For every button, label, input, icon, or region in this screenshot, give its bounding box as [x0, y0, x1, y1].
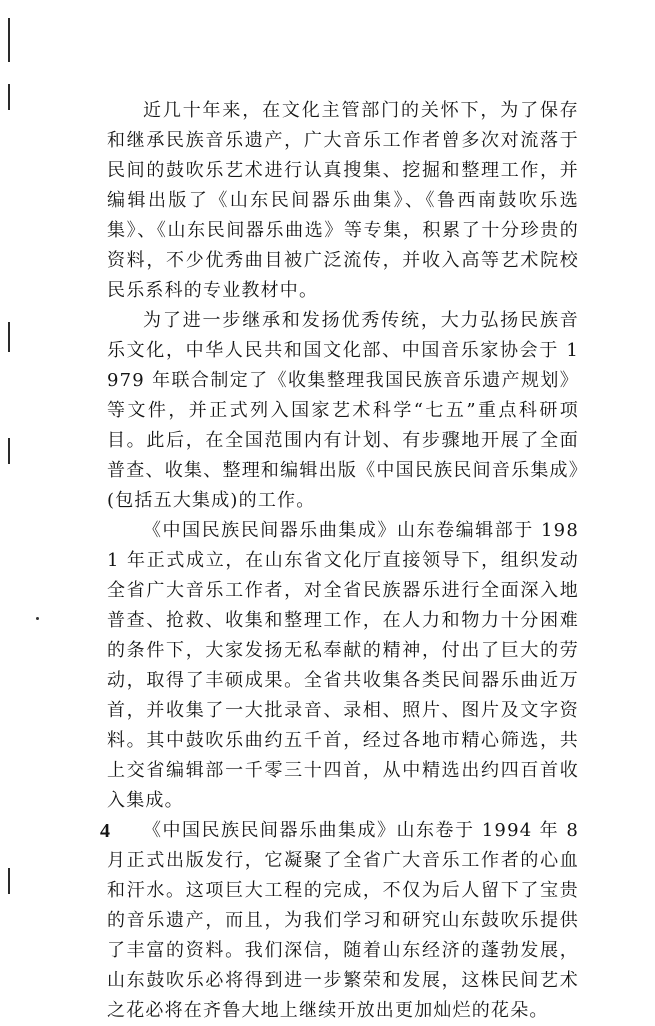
- paragraph: 《中国民族民间器乐曲集成》山东卷于 1994 年 8 月正式出版发行，它凝聚了全省广大音乐工作者的心血和汗水。这项巨大工程的完成，不仅为后人留下了宝贵的音乐遗产，而且，为我们学习和研究山东鼓吹乐提供了丰富的资料。我们深信，随着山东经济的蓬勃发展，山东鼓吹乐必将得到进一步繁荣和发展，这株民间艺术之花必将在齐鲁大地上继续开放出更加灿烂的花朵。: [107, 820, 579, 1021]
- scan-margin-mark: [8, 438, 10, 464]
- paragraph: 近几十年来，在文化主管部门的关怀下，为了保存和继承民族音乐遗产，广大音乐工作者曾多次对流落于民间的鼓吹乐艺术进行认真搜集、挖掘和整理工作，并编辑出版了《山东民间器乐曲集》、《鲁西南鼓吹乐选集》、《山东民间器乐曲选》等专集，积累了十分珍贵的资料，不少优秀曲目被广泛流传，并收入高等艺术院校民乐系科的专业教材中。: [107, 100, 579, 301]
- page-number: 4: [100, 820, 110, 842]
- scan-margin-mark: [8, 84, 10, 110]
- paragraph: 《中国民族民间器乐曲集成》山东卷编辑部于 1981 年正式成立，在山东省文化厅直接领导下，组织发动全省广大音乐工作者，对全省民族器乐进行全面深入地普查、抢救、收集和整理工作，在人力和物力十分困难的条件下，大家发扬无私奉献的精神，付出了巨大的劳动，取得了丰硕成果。全省共收集各类民间器乐曲近万首，并收集了一大批录音、录相、照片、图片及文字资料。其中鼓吹乐曲约五千首，经过各地市精心筛选，共上交省编辑部一千零三十四首，从中精选出约四百首收入集成。: [107, 520, 579, 811]
- scan-margin-mark: [8, 868, 10, 894]
- paragraph: 为了进一步继承和发扬优秀传统，大力弘扬民族音乐文化，中华人民共和国文化部、中国音乐家协会于 1979 年联合制定了《收集整理我国民族音乐遗产规划》等文件，并正式列入国家艺术科学“七五”重点科研项目。此后，在全国范围内有计划、有步骤地开展了全面普查、收集、整理和编辑出版《中国民族民间音乐集成》(包括五大集成)的工作。: [107, 310, 579, 511]
- scan-speck: [36, 617, 39, 620]
- body-text: [107, 96, 579, 1026]
- scan-margin-mark: [8, 322, 10, 352]
- scan-margin-mark: [8, 18, 10, 62]
